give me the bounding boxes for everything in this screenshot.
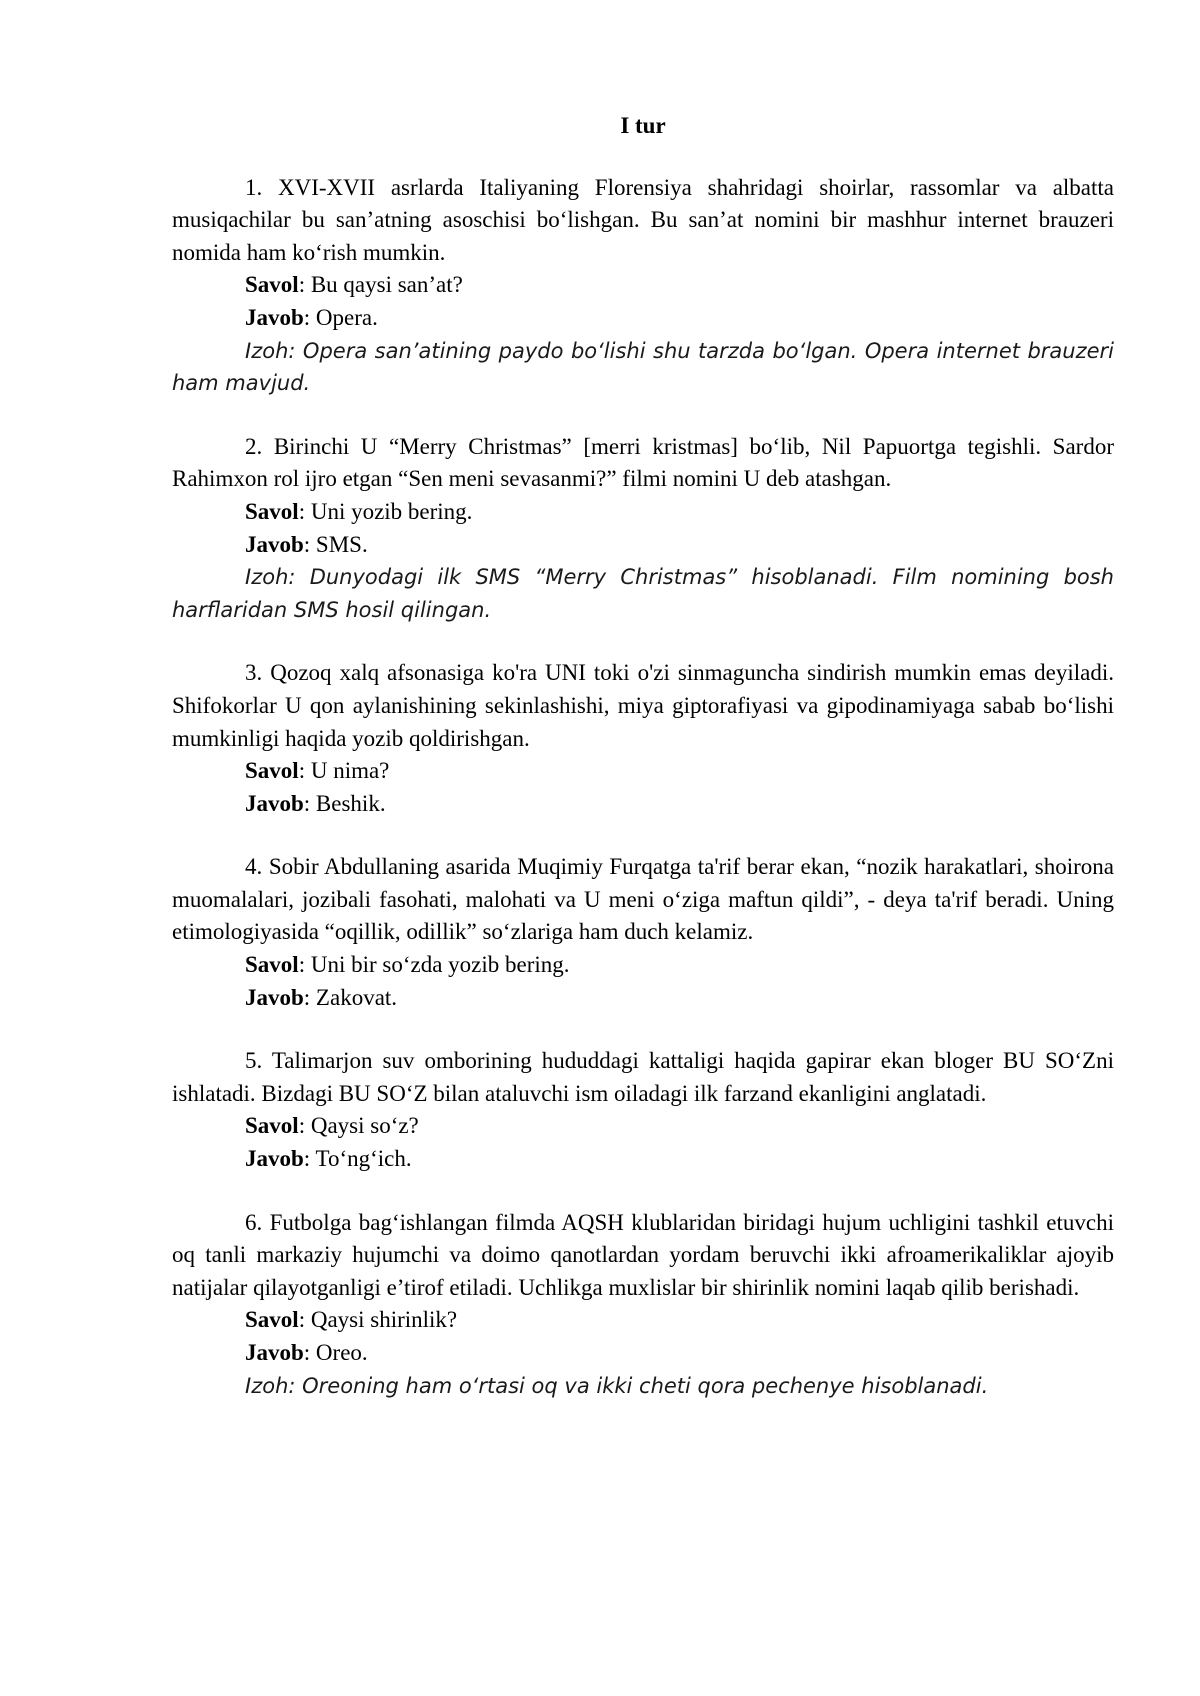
javob-text: : To‘ng‘ich. — [303, 1146, 412, 1172]
savol-text: : Bu qaysi san’at? — [298, 272, 463, 298]
javob-label: Javob — [245, 1146, 304, 1172]
question-izoh: Izoh: Dunyodagi ilk SMS “Merry Christmas” hisoblanadi. Film nomining bosh harflaridan SMS hosil qilingan. — [172, 565, 1114, 622]
question-text: 5. Talimarjon suv omborining hududdagi kattaligi haqida gapirar ekan bloger BU SO‘Zni ishlatadi. Bizdagi BU SO‘Z bilan ataluvchi ism oiladagi ilk farzand ekanligini anglatadi. — [172, 1048, 1114, 1106]
savol-label: Savol — [245, 1307, 299, 1333]
javob-label: Javob — [245, 984, 304, 1010]
savol-label: Savol — [245, 498, 299, 524]
question-1 — [172, 172, 1114, 400]
question-savol — [172, 1110, 1114, 1143]
question-6 — [172, 1207, 1114, 1403]
savol-text: : Uni bir so‘zda yozib bering. — [298, 952, 570, 978]
savol-text: : Uni yozib bering. — [298, 498, 473, 524]
javob-label: Javob — [245, 531, 304, 557]
savol-label: Savol — [245, 1113, 299, 1139]
savol-text: : U nima? — [298, 758, 390, 784]
question-javob — [172, 302, 1114, 335]
question-savol — [172, 269, 1114, 302]
page-title: I tur — [620, 113, 666, 138]
question-5 — [172, 1045, 1114, 1175]
question-savol — [172, 949, 1114, 982]
javob-text: : Zakovat. — [303, 984, 398, 1010]
savol-text: : Qaysi so‘z? — [298, 1113, 419, 1139]
question-savol — [172, 1304, 1114, 1337]
question-javob — [172, 788, 1114, 821]
document-page — [172, 110, 1114, 1433]
question-4 — [172, 851, 1114, 1014]
savol-label: Savol — [245, 758, 299, 784]
javob-text: : Oreo. — [303, 1340, 368, 1365]
question-javob — [172, 982, 1114, 1015]
question-izoh: Izoh: Opera san’atining paydo bo‘lishi shu tarzda bo‘lgan. Opera internet brauzeri ham mavjud. — [172, 338, 1114, 396]
question-javob — [172, 1143, 1114, 1176]
question-savol — [172, 496, 1114, 529]
question-text: 4. Sobir Abdullaning asarida Muqimiy Furqatga ta'rif berar ekan, “nozik harakatlari, shoirona muomalalari, jozibali fasohati, malohati va U meni o‘ziga maftun qildi”, - deya ta'rif beradi. Uning etimologiyasida “oqillik, odillik” so‘zlariga ham duch kelamiz. — [172, 854, 1114, 945]
javob-label: Javob — [245, 1340, 304, 1365]
javob-text: : Opera. — [303, 304, 378, 330]
question-2 — [172, 431, 1114, 627]
javob-text: : SMS. — [303, 531, 368, 557]
question-savol — [172, 755, 1114, 788]
savol-label: Savol — [245, 272, 299, 298]
question-text: 6. Futbolga bag‘ishlangan filmda AQSH klublaridan biridagi hujum uchligini tashkil etuvchi oq tanli markaziy hujumchi va doimo qanotlardan yordam beruvchi ikki afroamerikaliklar ajoyib natijalar qilayotganligi e’tirof etiladi. Uchlikga muxlislar bir shirinlik nomini laqab qilib berishadi. — [172, 1209, 1114, 1300]
question-javob — [172, 529, 1114, 562]
question-javob — [172, 1337, 1114, 1370]
savol-label: Savol — [245, 952, 299, 978]
savol-text: : Qaysi shirinlik? — [298, 1307, 458, 1333]
javob-text: : Beshik. — [303, 790, 386, 816]
javob-label: Javob — [245, 790, 304, 816]
javob-label: Javob — [245, 304, 304, 330]
question-text: 1. XVI-XVII asrlarda Italiyaning Florensiya shahridagi shoirlar, rassomlar va albatta musiqachilar bu san’atning asoschisi bo‘lishgan. Bu san’at nomini bir mashhur internet brauzeri nomida ham ko‘rish mumkin. — [172, 174, 1114, 265]
question-izoh: Izoh: Oreoning ham o‘rtasi oq va ikki cheti qora pechenye hisoblanadi. — [245, 1373, 989, 1398]
question-text: 3. Qozoq xalq afsonasiga ko'ra UNI toki o'zi sinmaguncha sindirish mumkin emas deyiladi. Shifokorlar U qon aylanishining sekinlashishi, miya giptorafiyasi va gipodinamiyaga sabab bo‘lishi mumkinligi haqida yozib qoldirishgan. — [172, 660, 1114, 751]
question-text: 2. Birinchi U “Merry Christmas” [merri kristmas] bo‘lib, Nil Papuortga tegishli. Sardor Rahimxon rol ijro etgan “Sen meni sevasanmi?” filmi nomini U deb atashgan. — [172, 433, 1114, 492]
question-3 — [172, 657, 1114, 820]
